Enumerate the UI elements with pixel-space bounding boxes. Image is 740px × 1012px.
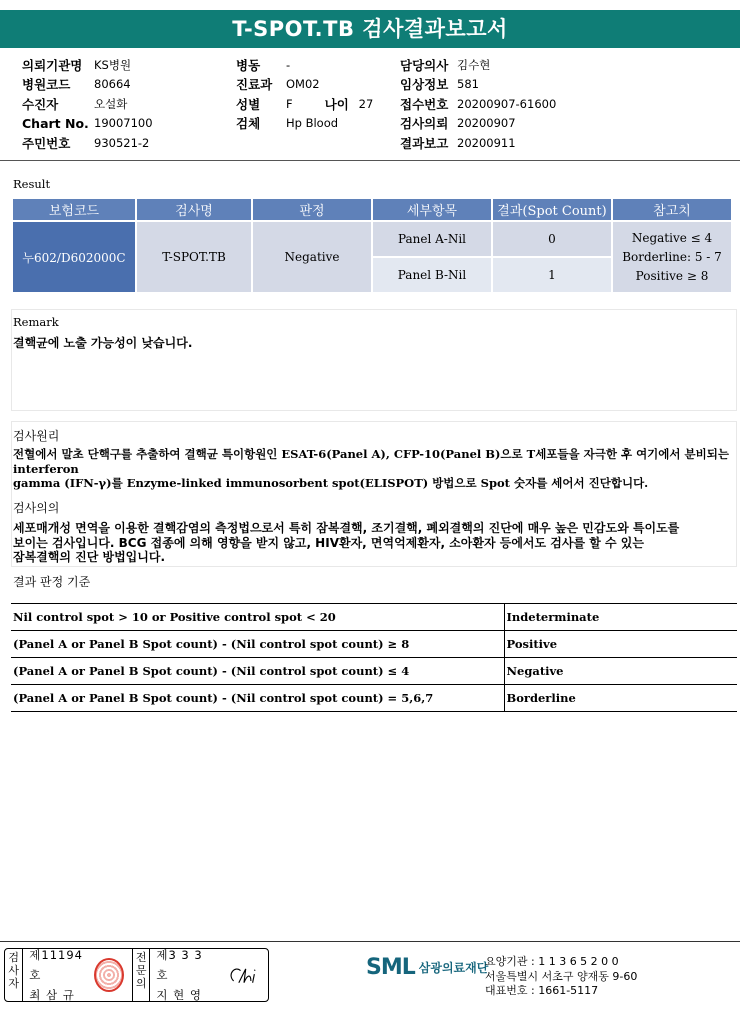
specialist-number: 제3 3 3 호	[156, 948, 203, 982]
phone: 대표번호 : 1661-5117	[485, 984, 599, 997]
judgement: Negative	[253, 222, 371, 292]
significance-line: 잠복결핵의 진단 방법입니다.	[13, 550, 166, 564]
info-column-3	[400, 55, 556, 153]
info-label: 임상정보	[400, 77, 449, 93]
table-row	[11, 658, 737, 685]
tag-char: 전	[135, 951, 147, 964]
info-column-1	[22, 55, 153, 153]
principle-line: gamma (IFN-γ)를 Enzyme-linked immunosorbent spot(ELISPOT) 방법으로 Spot 숫자를 세어서 진단합니다.	[13, 476, 649, 490]
signature-icon	[225, 962, 268, 988]
table-row	[11, 685, 737, 712]
info-label: 결과보고	[400, 135, 449, 151]
info-label: 접수번호	[400, 96, 449, 112]
criteria-condition: Nil control spot > 10 or Positive control spot < 20	[11, 604, 504, 631]
info-label: 병원코드	[22, 77, 71, 93]
info-label: Chart No.	[22, 115, 89, 131]
header-divider	[0, 160, 740, 161]
info-value: F	[286, 96, 293, 111]
info-value: 19007100	[94, 116, 153, 131]
info-label: 수진자	[22, 96, 59, 112]
col-header-judgement: 판정	[253, 199, 371, 222]
tag-char: 사	[8, 964, 19, 977]
panel-count: 1	[493, 258, 611, 292]
report-title: T-SPOT.TB 검사결과보고서	[0, 10, 740, 48]
info-label: 성별	[236, 96, 261, 112]
org-name: 삼광의료재단	[418, 961, 489, 975]
info-value: 581	[457, 77, 479, 92]
criteria-condition: (Panel A or Panel B Spot count) - (Nil control spot count) ≤ 4	[11, 658, 504, 685]
info-value: 20200911	[457, 135, 516, 150]
info-label: 담당의사	[400, 57, 449, 73]
footer-info	[485, 955, 637, 999]
principle-label: 검사원리	[13, 429, 60, 443]
info-label: 주민번호	[22, 135, 71, 151]
info-value: KS병원	[94, 57, 132, 72]
info-value: 오설화	[94, 96, 128, 111]
info-label: 진료과	[236, 77, 273, 93]
signature-box	[4, 948, 269, 1002]
col-header-test: 검사명	[137, 199, 251, 222]
remark-box	[11, 309, 737, 411]
info-value: OM02	[286, 77, 320, 92]
criteria-result: Positive	[504, 631, 737, 658]
tag-char: 의	[135, 977, 147, 990]
info-value: 20200907	[457, 116, 516, 131]
panel-item: Panel B-Nil	[373, 258, 491, 292]
age-label: 나이	[324, 96, 349, 112]
info-label: 병동	[236, 57, 261, 73]
reference-negative: Negative ≤ 4	[631, 230, 713, 245]
criteria-label: 결과 판정 기준	[13, 575, 91, 589]
address: 서울특별시 서초구 양재동 9-60	[485, 969, 638, 983]
reference-positive: Positive ≥ 8	[635, 268, 709, 283]
specialist-block	[150, 949, 211, 1001]
info-value: 930521-2	[94, 135, 150, 150]
criteria-result: Indeterminate	[504, 604, 737, 631]
col-header-reference: 참고치	[613, 199, 731, 222]
panel-count: 0	[493, 222, 611, 258]
age-value: 27	[358, 96, 374, 111]
significance-text	[13, 521, 735, 565]
sml-logo	[366, 955, 488, 980]
result-label: Result	[13, 177, 51, 191]
significance-label: 검사의의	[13, 501, 60, 515]
significance-line: 보이는 검사입니다. BCG 접종에 의해 영향을 받지 않고, HIV환자, 면역억제환자, 소아환자 등에서도 검사를 할 수 있는	[13, 535, 644, 550]
info-label: 검체	[236, 116, 261, 132]
info-label: 검사의뢰	[400, 116, 449, 132]
table-row	[11, 604, 737, 631]
info-value: Hp Blood	[286, 116, 339, 131]
info-value: 김수현	[457, 57, 491, 72]
significance-line: 세포매개성 면역을 이용한 결핵감염의 측정법으로서 특히 잠복결핵, 조기결핵, 폐외결핵의 진단에 매우 높은 민감도와 특이도를	[13, 521, 680, 535]
criteria-table	[11, 603, 737, 712]
tag-char: 문	[135, 964, 147, 977]
principle-line: 전혈에서 말초 단핵구를 추출하여 결핵균 특이항원인 ESAT-6(Panel A), CFP-10(Panel B)으로 T세포들을 자극한 후 여기에서 분비되는	[13, 447, 729, 461]
info-value: -	[286, 57, 291, 72]
col-header-count: 결과(Spot Count)	[493, 199, 611, 222]
examiner-block	[23, 949, 86, 1001]
examiner-tag	[5, 949, 23, 1001]
seal-stamp-icon	[94, 958, 124, 992]
remark-label: Remark	[13, 315, 59, 329]
specialist-name: 지 현 영	[156, 988, 202, 1002]
footer-divider	[0, 941, 740, 942]
criteria-condition: (Panel A or Panel B Spot count) - (Nil control spot count) ≥ 8	[11, 631, 504, 658]
insurance-code: 누602/D602000C	[13, 222, 135, 292]
panel-item: Panel A-Nil	[373, 222, 491, 258]
reference-borderline: Borderline: 5 - 7	[622, 249, 722, 264]
result-table	[11, 199, 733, 292]
info-column-2	[236, 55, 373, 133]
logo-mark: SML	[366, 955, 415, 980]
col-header-item: 세부항목	[373, 199, 491, 222]
info-label: 의뢰기관명	[22, 57, 83, 73]
reference-values	[613, 222, 731, 292]
tag-char: 자	[8, 977, 19, 990]
tag-char: 검	[8, 951, 19, 964]
col-header-code: 보험코드	[13, 199, 135, 222]
examiner-name: 최 삼 규	[29, 988, 75, 1002]
institution-code: 요양기관 : 1 1 3 6 5 2 0 0	[485, 955, 619, 968]
remark-text: 결핵균에 노출 가능성이 낮습니다.	[13, 336, 193, 350]
principle-text	[13, 447, 735, 491]
test-name: T-SPOT.TB	[137, 222, 251, 292]
principle-line: interferon	[13, 461, 79, 476]
criteria-condition: (Panel A or Panel B Spot count) - (Nil control spot count) = 5,6,7	[11, 685, 504, 712]
info-value: 20200907-61600	[457, 96, 557, 111]
table-row	[11, 631, 737, 658]
criteria-result: Negative	[504, 658, 737, 685]
specialist-tag	[132, 949, 150, 1001]
criteria-result: Borderline	[504, 685, 737, 712]
info-value: 80664	[94, 77, 131, 92]
examiner-number: 제11194호	[29, 948, 83, 982]
